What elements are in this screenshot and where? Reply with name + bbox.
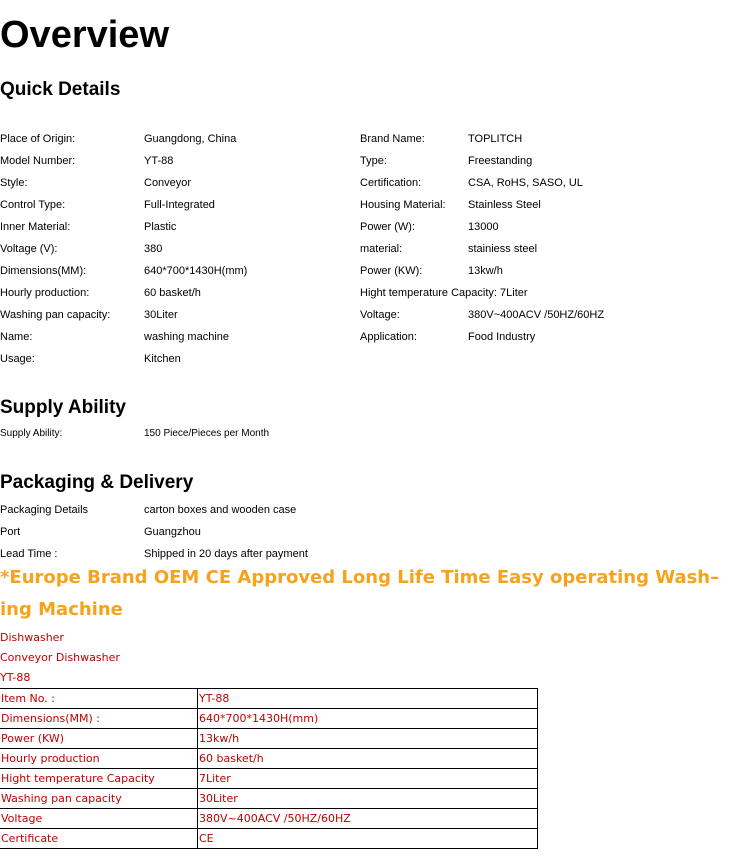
detail-value: Guangdong, China bbox=[144, 133, 237, 145]
supply-ability-heading: Supply Ability bbox=[0, 397, 126, 418]
spec-label: Dimensions(MM) : bbox=[0, 709, 198, 729]
packaging-list bbox=[0, 499, 750, 565]
detail-value: 13000 bbox=[468, 221, 499, 233]
table-row bbox=[0, 689, 538, 709]
packaging-row bbox=[0, 521, 750, 543]
quick-details-heading: Quick Details bbox=[0, 79, 121, 100]
detail-label: Control Type: bbox=[0, 199, 66, 211]
spec-label: Washing pan capacity bbox=[0, 789, 198, 809]
detail-row bbox=[0, 348, 750, 370]
detail-label: Inner Material: bbox=[0, 221, 71, 233]
detail-value: Food Industry bbox=[468, 331, 536, 343]
spec-value: 13kw/h bbox=[198, 729, 538, 749]
detail-row bbox=[0, 150, 750, 172]
detail-row bbox=[0, 326, 750, 348]
detail-row bbox=[0, 216, 750, 238]
table-row bbox=[0, 769, 538, 789]
detail-value: Plastic bbox=[144, 221, 177, 233]
spec-label: Power (KW) bbox=[0, 729, 198, 749]
detail-label: Type: bbox=[360, 155, 387, 167]
detail-row bbox=[0, 172, 750, 194]
detail-row bbox=[0, 282, 750, 304]
product-headline: *Europe Brand OEM CE Approved Long Life Time Easy operating Wash–ing Machine bbox=[0, 567, 720, 620]
detail-value: Stainless Steel bbox=[468, 199, 541, 211]
packaging-label: Packaging Details bbox=[0, 504, 89, 516]
packaging-heading: Packaging & Delivery bbox=[0, 472, 194, 493]
packaging-value: Shipped in 20 days after payment bbox=[144, 548, 308, 560]
detail-row bbox=[0, 194, 750, 216]
table-row bbox=[0, 729, 538, 749]
detail-value: 640*700*1430H(mm) bbox=[144, 265, 248, 277]
quick-details-list bbox=[0, 128, 750, 370]
spec-value: 640*700*1430H(mm) bbox=[198, 709, 538, 729]
detail-row bbox=[0, 260, 750, 282]
product-line: Conveyor Dishwasher bbox=[0, 651, 120, 664]
supply-ability-value: 150 Piece/Pieces per Month bbox=[144, 428, 270, 439]
packaging-row bbox=[0, 499, 750, 521]
detail-label: Power (KW): bbox=[360, 265, 423, 277]
spec-value: 7Liter bbox=[198, 769, 538, 789]
detail-value: Freestanding bbox=[468, 155, 533, 167]
detail-label: Dimensions(MM): bbox=[0, 265, 87, 277]
detail-value: YT-88 bbox=[144, 155, 174, 167]
detail-label: Place of Origin: bbox=[0, 133, 76, 145]
detail-value: washing machine bbox=[144, 331, 229, 343]
detail-label: Name: bbox=[0, 331, 33, 343]
packaging-label: Port bbox=[0, 526, 21, 538]
detail-label: Voltage: bbox=[360, 309, 400, 321]
detail-label: Washing pan capacity: bbox=[0, 309, 111, 321]
spec-label: Hourly production bbox=[0, 749, 198, 769]
spec-label: Hight temperature Capacity bbox=[0, 769, 198, 789]
detail-label: Power (W): bbox=[360, 221, 415, 233]
table-row bbox=[0, 789, 538, 809]
spec-value: 380V~400ACV /50HZ/60HZ bbox=[198, 809, 538, 829]
detail-label: Model Number: bbox=[0, 155, 76, 167]
detail-value: 30Liter bbox=[144, 309, 178, 321]
detail-row bbox=[0, 304, 750, 326]
page-title: Overview bbox=[0, 14, 169, 56]
spec-value: 60 basket/h bbox=[198, 749, 538, 769]
detail-value: 60 basket/h bbox=[144, 287, 201, 299]
detail-row bbox=[0, 238, 750, 260]
packaging-value: Guangzhou bbox=[144, 526, 201, 538]
detail-value: TOPLITCH bbox=[468, 133, 523, 145]
spec-value: YT-88 bbox=[198, 689, 538, 709]
table-row bbox=[0, 749, 538, 769]
spec-label: Voltage bbox=[0, 809, 198, 829]
spec-value: 30Liter bbox=[198, 789, 538, 809]
detail-value: 380 bbox=[144, 243, 163, 255]
detail-label: Housing Material: bbox=[360, 199, 446, 211]
detail-label: Voltage (V): bbox=[0, 243, 58, 255]
spec-label: Item No. : bbox=[0, 689, 198, 709]
detail-label: Hight temperature Capacity: 7Liter bbox=[360, 287, 528, 299]
table-row bbox=[0, 709, 538, 729]
detail-value: CSA, RoHS, SASO, UL bbox=[468, 177, 583, 189]
detail-label: Usage: bbox=[0, 353, 35, 365]
product-line: Dishwasher bbox=[0, 631, 64, 644]
table-row bbox=[0, 809, 538, 829]
detail-label: Brand Name: bbox=[360, 133, 425, 145]
detail-value: Kitchen bbox=[144, 353, 181, 365]
packaging-value: carton boxes and wooden case bbox=[144, 504, 297, 516]
detail-value: stainiess steel bbox=[468, 243, 538, 255]
product-line: YT-88 bbox=[0, 671, 31, 684]
spec-table bbox=[0, 688, 538, 849]
spec-label: Certificate bbox=[0, 829, 198, 849]
detail-value: Full-Integrated bbox=[144, 199, 215, 211]
detail-value: Conveyor bbox=[144, 177, 192, 189]
supply-ability-row bbox=[0, 424, 750, 444]
packaging-label: Lead Time : bbox=[0, 548, 58, 560]
detail-label: Certification: bbox=[360, 177, 422, 189]
detail-label: material: bbox=[360, 243, 403, 255]
detail-value: 380V~400ACV /50HZ/60HZ bbox=[468, 309, 605, 321]
detail-label: Style: bbox=[0, 177, 28, 189]
spec-value: CE bbox=[198, 829, 538, 849]
detail-row bbox=[0, 128, 750, 150]
supply-ability-label: Supply Ability: bbox=[0, 428, 63, 439]
table-row bbox=[0, 829, 538, 849]
detail-label: Application: bbox=[360, 331, 417, 343]
detail-value: 13kw/h bbox=[468, 265, 503, 277]
detail-label: Hourly production: bbox=[0, 287, 90, 299]
